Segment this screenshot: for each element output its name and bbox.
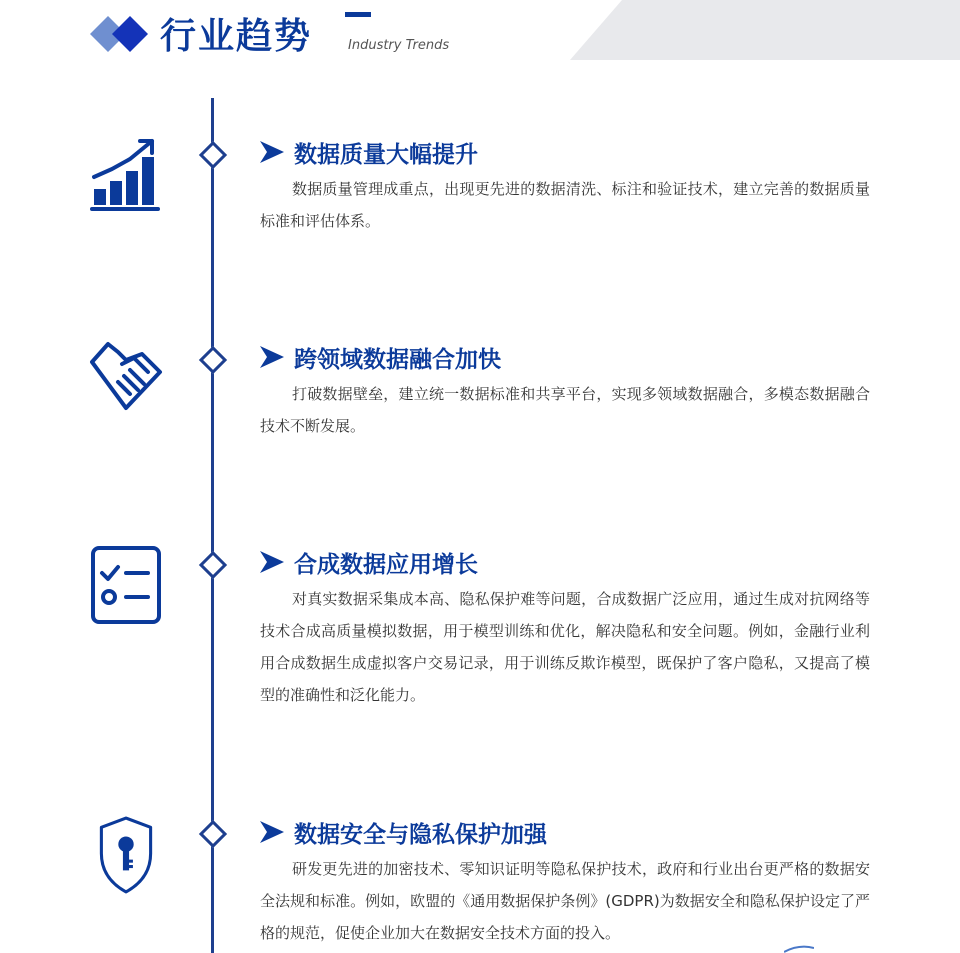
timeline-node [199,820,227,848]
timeline-node [199,346,227,374]
arrow-right-icon [260,551,284,573]
trend-title: 合成数据应用增长 [294,551,478,578]
handshake-icon [88,338,164,418]
section-title: 行业趋势 [160,16,313,57]
trend-description: 对真实数据采集成本高、隐私保护难等问题，合成数据广泛应用，通过生成对抗网络等技术合成高质量模拟数据，用于模型训练和优化，解决隐私和安全问题。例如，金融行业利用合成数据生成虚拟客户交易记录，用于训练反欺诈模型，既保护了客户隐私，又提高了模型的准确性和泛化能力。 [260,590,870,704]
arrow-right-icon [260,821,284,843]
trend-item [260,340,870,442]
trend-description: 打破数据壁垒，建立统一数据标准和共享平台，实现多领域数据融合，多模态数据融合技术不断发展。 [260,385,870,435]
timeline-node [199,141,227,169]
arrow-right-icon [260,141,284,163]
growth-chart-icon [88,133,164,213]
section-subtitle: Industry Trends [348,38,450,53]
wave-decoration [784,944,814,953]
trend-title: 数据安全与隐私保护加强 [294,821,547,848]
trend-title: 数据质量大幅提升 [294,141,478,168]
timeline-node [199,551,227,579]
diamond-logo-icon [90,14,150,54]
shield-key-icon [88,815,164,895]
arrow-right-icon [260,346,284,368]
corner-decoration [570,0,960,62]
checklist-icon [88,545,164,625]
trend-item [260,545,870,711]
trend-item [260,815,870,949]
trend-description: 数据质量管理成重点，出现更先进的数据清洗、标注和验证技术，建立完善的数据质量标准和评估体系。 [260,180,870,230]
trend-item [260,135,870,237]
trend-description: 研发更先进的加密技术、零知识证明等隐私保护技术，政府和行业出台更严格的数据安全法规和标准。例如，欧盟的《通用数据保护条例》(GDPR)为数据安全和隐私保护设定了严格的规范，促使企业加大在数据安全技术方面的投入。 [260,860,870,942]
trend-title: 跨领域数据融合加快 [294,346,501,373]
title-accent-bar [345,12,371,17]
